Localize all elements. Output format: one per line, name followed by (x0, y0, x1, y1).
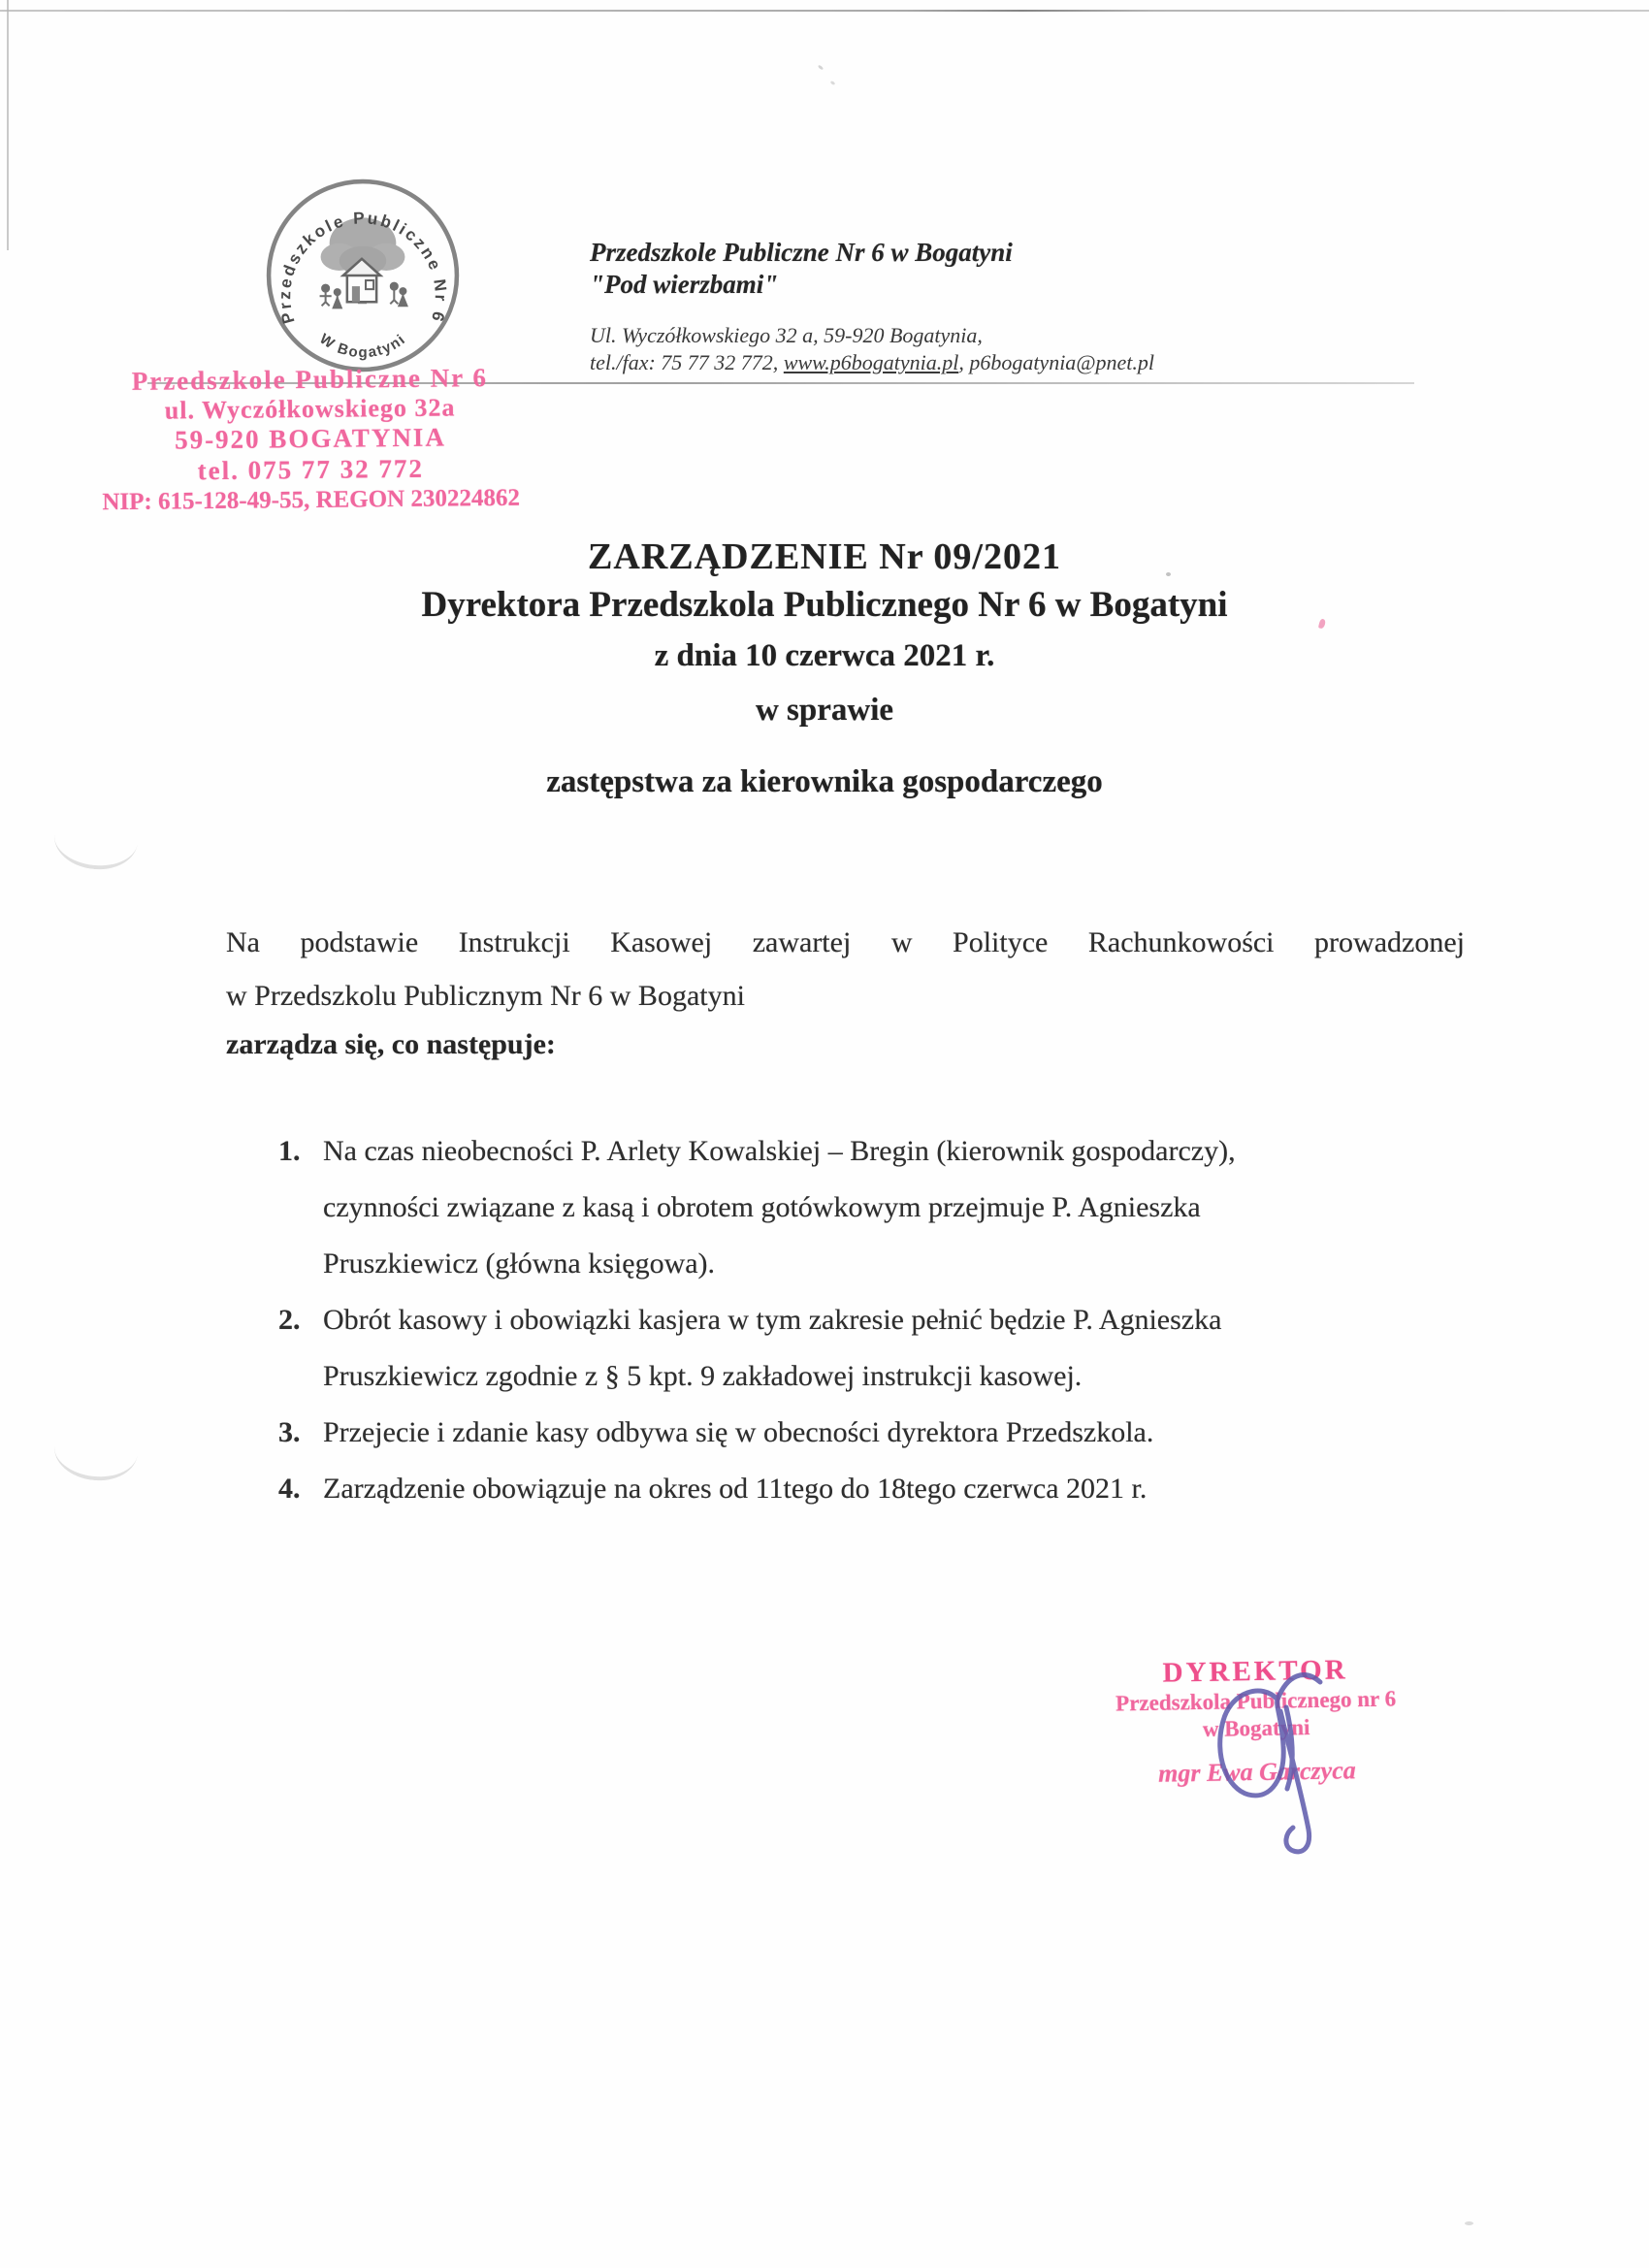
scan-artifact-speck (818, 64, 824, 70)
list-item-text: Pruszkiewicz zgodnie z § 5 kpt. 9 zakładowej instrukcji kasowej. (323, 1360, 1083, 1392)
address-stamp (67, 362, 554, 517)
list-item-line (278, 1405, 1442, 1461)
kindergarten-logo-stamp (265, 175, 461, 376)
list-item-line (278, 1292, 1442, 1348)
logo-arc-bottom-text: W Bogatyni (316, 330, 409, 362)
list-item-text: czynności związane z kasą i obrotem gotówkowym przejmuje P. Agnieszka (323, 1191, 1201, 1223)
document-date-line: z dnia 10 czerwca 2021 r. (654, 638, 995, 673)
list-item-number: 4. (278, 1473, 301, 1505)
document-title: ZARZĄDZENIE Nr 09/2021 (588, 536, 1061, 577)
intro-line: Na podstawie Instrukcji Kasowej zawartej w Polityce Rachunkowości prowadzonej (226, 926, 1465, 958)
list-item-text: Zarządzenie obowiązuje na okres od 11tego do 18tego czerwca 2021 r. (323, 1473, 1148, 1505)
list-item-line (278, 1123, 1442, 1180)
address-stamp-line: NIP: 615-128-49-55, REGON 230224862 (102, 484, 521, 516)
letterhead-contact-prefix: tel./fax: 75 77 32 772, (590, 350, 784, 374)
order-lead: zarządza się, co następuje: (226, 1028, 556, 1060)
director-stamp-title: DYREKTOR (1162, 1654, 1348, 1689)
list-item-number-spacer (278, 1180, 323, 1236)
address-stamp-line: ul. Wyczółkowskiego 32a (164, 393, 456, 425)
letterhead-website: www.p6bogatynia.pl (783, 350, 959, 374)
scan-artifact-punch-shadow (51, 1416, 141, 1485)
list-item-line (278, 1180, 1442, 1236)
logo-arc-top-text: Przedszkole Publiczne Nr 6 (275, 208, 451, 327)
document-subject-label: w sprawie (755, 693, 894, 728)
list-item-number: 2. (278, 1304, 301, 1336)
provision-list (278, 1123, 1442, 1517)
director-stamp-org: Przedszkola Publicznego nr 6 (1115, 1686, 1397, 1716)
list-item-line (278, 1461, 1442, 1517)
list-item-text: Na czas nieobecności P. Arlety Kowalskiej – Bregin (kierownik gospodarczy), (323, 1135, 1236, 1167)
list-item-line (278, 1348, 1442, 1405)
list-item-number: 3. (278, 1416, 301, 1448)
intro-line: w Przedszkolu Publicznym Nr 6 w Bogatyni (226, 980, 745, 1012)
letterhead-address: Ul. Wyczółkowskiego 32 a, 59-920 Bogatynia, (590, 323, 983, 347)
document-subject: zastępstwa za kierownika gospodarczego (546, 764, 1103, 799)
letterhead-contact (590, 349, 1249, 376)
letterhead (590, 237, 1249, 376)
svg-text:W Bogatyni (316, 331, 409, 361)
letterhead-org-subtitle: "Pod wierzbami" (590, 270, 779, 299)
list-item-text: Pruszkiewicz (główna księgowa). (323, 1247, 716, 1280)
address-stamp-line: tel. 075 77 32 772 (197, 453, 425, 486)
list-item-text: Obrót kasowy i obowiązki kasjera w tym zakresie pełnić będzie P. Agnieszka (323, 1304, 1222, 1336)
scan-artifact-punch-shadow (51, 805, 141, 874)
list-item-number-spacer (278, 1236, 323, 1292)
list-item-line (278, 1236, 1442, 1292)
document-title-issuer: Dyrektora Przedszkola Publicznego Nr 6 w Bogatyni (421, 585, 1228, 625)
address-stamp-line: 59-920 BOGATYNIA (174, 422, 447, 455)
director-stamp-city: w Bogatyni (1202, 1715, 1310, 1741)
list-item-number-spacer (278, 1348, 323, 1405)
scan-edge-top (0, 10, 1649, 12)
handwritten-signature (1188, 1661, 1343, 1869)
address-stamp-line: Przedszkole Publiczne Nr 6 (131, 363, 489, 396)
scan-artifact-speck (830, 81, 836, 85)
intro-paragraph (226, 916, 1465, 1022)
list-item-text: Przejecie i zdanie kasy odbywa się w obecności dyrektora Przedszkola. (323, 1416, 1154, 1448)
scan-artifact-speck (1465, 2221, 1473, 2225)
letterhead-contact-suffix: , p6bogatynia@pnet.pl (958, 350, 1155, 374)
director-stamp-name: mgr Ewa Garczyca (1157, 1756, 1356, 1788)
letterhead-org-name: Przedszkole Publiczne Nr 6 w Bogatyni (590, 238, 1013, 267)
list-item-number: 1. (278, 1135, 301, 1167)
scan-edge-left (7, 0, 9, 250)
